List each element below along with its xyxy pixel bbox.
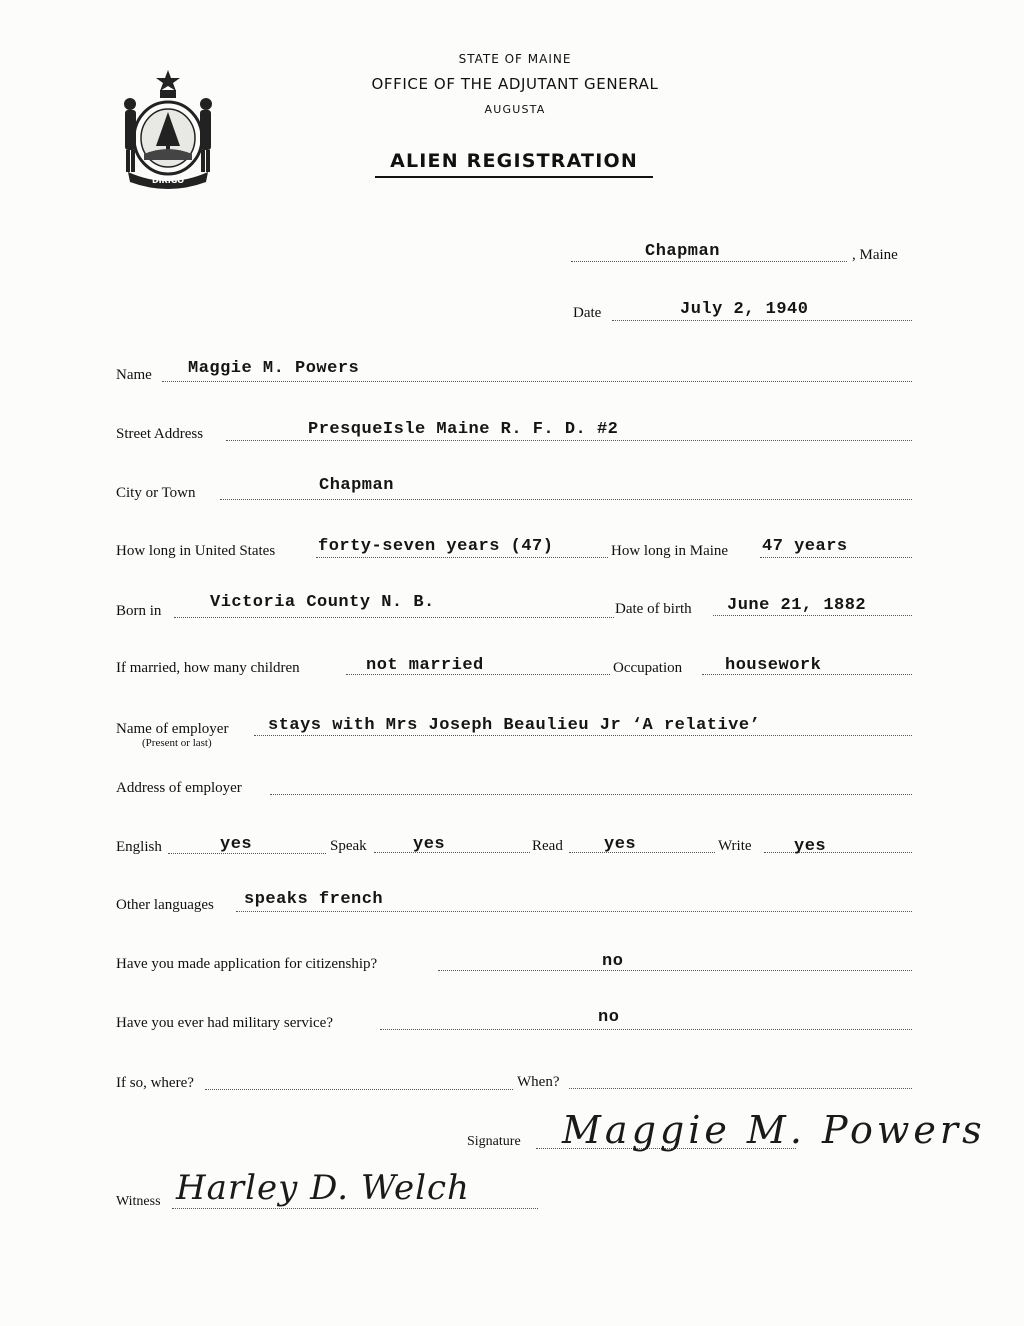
- dob-line: [713, 615, 912, 616]
- name-label: Name: [116, 367, 152, 383]
- place-value[interactable]: Chapman: [645, 242, 720, 261]
- military-label: Have you ever had military service?: [116, 1015, 333, 1031]
- born-label: Born in: [116, 603, 162, 619]
- signature-label: Signature: [467, 1134, 521, 1149]
- employer-line: [254, 735, 912, 736]
- us-label: How long in United States: [116, 543, 276, 559]
- military-line: [380, 1029, 912, 1030]
- where-line: [205, 1089, 513, 1090]
- dob-label: Date of birth: [615, 601, 692, 617]
- maine-line: [760, 557, 912, 558]
- citizenship-line: [438, 970, 912, 971]
- us-line: [316, 557, 608, 558]
- maine-label: How long in Maine: [611, 543, 729, 559]
- children-value[interactable]: not married: [366, 656, 484, 675]
- signature-value[interactable]: Maggie M. Powers: [562, 1108, 986, 1152]
- date-value[interactable]: July 2, 1940: [680, 300, 809, 319]
- read-label: Read: [532, 838, 563, 854]
- write-value[interactable]: yes: [794, 837, 827, 856]
- name-line: [162, 381, 912, 382]
- when-label: When?: [517, 1074, 560, 1090]
- witness-line: [172, 1208, 538, 1209]
- street-label: Street Address: [116, 426, 204, 442]
- read-value[interactable]: yes: [604, 835, 637, 854]
- other-languages-line: [236, 911, 912, 912]
- born-line: [174, 617, 614, 618]
- us-value[interactable]: forty-seven years (47): [318, 537, 554, 556]
- header-office: OFFICE OF THE ADJUTANT GENERAL: [371, 75, 659, 93]
- name-value[interactable]: Maggie M. Powers: [188, 359, 360, 378]
- born-value[interactable]: Victoria County N. B.: [210, 593, 435, 612]
- date-label: Date: [573, 305, 602, 321]
- header-city: AUGUSTA: [484, 103, 546, 116]
- employer-value[interactable]: stays with Mrs Joseph Beaulieu Jr ‘A relative’: [268, 716, 761, 735]
- title-underline: [375, 176, 653, 178]
- write-line: [764, 852, 912, 853]
- street-value[interactable]: PresqueIsle Maine R. F. D. #2: [308, 420, 619, 439]
- speak-line: [374, 852, 530, 853]
- write-label: Write: [718, 838, 752, 854]
- english-value[interactable]: yes: [220, 835, 253, 854]
- children-label: If married, how many children: [116, 660, 300, 676]
- speak-value[interactable]: yes: [413, 835, 446, 854]
- citizenship-label: Have you made application for citizenship?: [116, 956, 378, 972]
- date-line: [612, 320, 912, 321]
- speak-label: Speak: [330, 838, 367, 854]
- header-state: STATE OF MAINE: [458, 52, 572, 66]
- place-suffix: , Maine: [852, 247, 898, 263]
- occupation-value[interactable]: housework: [725, 656, 822, 675]
- other-languages-label: Other languages: [116, 897, 214, 913]
- citizenship-value[interactable]: no: [602, 952, 624, 971]
- witness-value[interactable]: Harley D. Welch: [176, 1168, 470, 1208]
- employer-address-line: [270, 794, 912, 795]
- maine-value[interactable]: 47 years: [762, 537, 848, 556]
- dob-value[interactable]: June 21, 1882: [727, 596, 867, 615]
- city-value[interactable]: Chapman: [319, 476, 394, 495]
- military-value[interactable]: no: [598, 1008, 620, 1027]
- svg-text:DIRIGO: DIRIGO: [151, 176, 185, 185]
- employer-address-label: Address of employer: [116, 780, 242, 796]
- form-title: ALIEN REGISTRATION: [390, 150, 638, 172]
- place-line: [571, 261, 847, 262]
- where-label: If so, where?: [116, 1075, 194, 1091]
- english-label: English: [116, 839, 162, 855]
- city-label: City or Town: [116, 485, 196, 501]
- city-line: [220, 499, 912, 500]
- when-line: [569, 1088, 912, 1089]
- employer-label: Name of employer: [116, 721, 229, 737]
- other-languages-value[interactable]: speaks french: [244, 890, 384, 909]
- employer-sublabel: (Present or last): [142, 737, 212, 749]
- read-line: [569, 852, 715, 853]
- witness-label: Witness: [116, 1194, 161, 1209]
- occupation-label: Occupation: [613, 660, 683, 676]
- street-line: [226, 440, 912, 441]
